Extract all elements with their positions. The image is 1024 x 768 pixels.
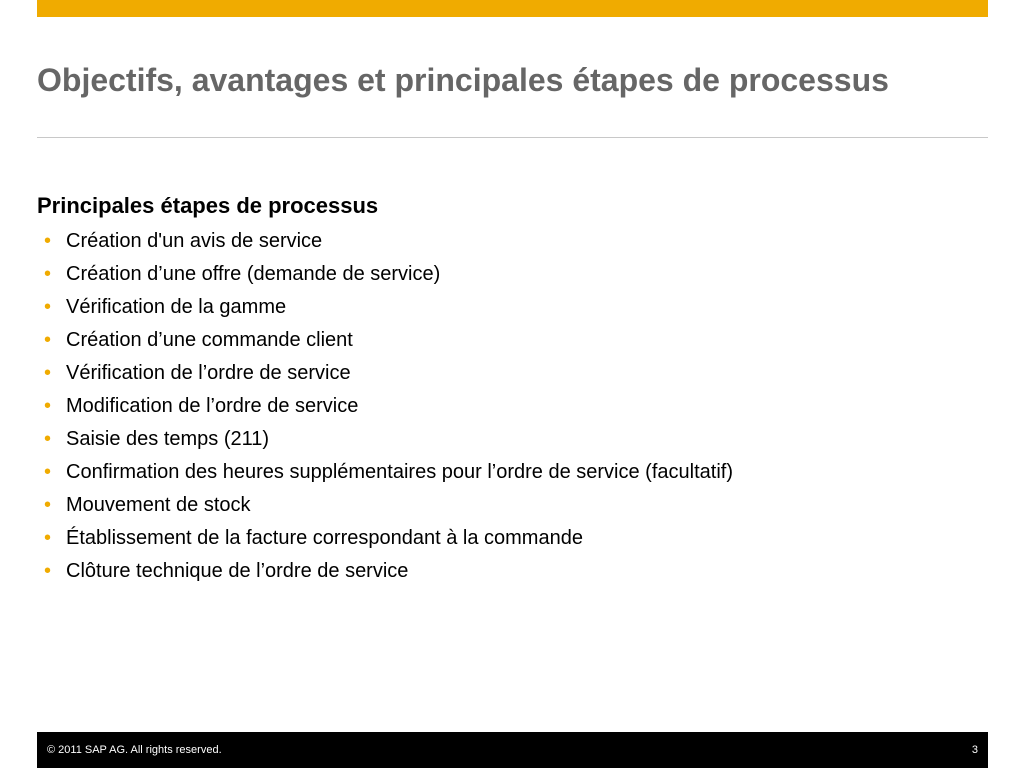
step-text: Confirmation des heures supplémentaires pour l’ordre de service (facultatif)	[66, 460, 733, 483]
title-divider	[37, 137, 988, 138]
list-item	[44, 455, 733, 488]
bullet-icon: •	[44, 229, 52, 252]
list-item	[44, 356, 733, 389]
bullet-icon: •	[44, 526, 52, 549]
list-item	[44, 290, 733, 323]
list-item	[44, 554, 733, 587]
footer-bar	[37, 732, 988, 768]
step-text: Création d’une commande client	[66, 328, 353, 351]
bullet-icon: •	[44, 460, 52, 483]
step-text: Création d'un avis de service	[66, 229, 323, 252]
bullet-icon: •	[44, 262, 52, 285]
page-number: 3	[971, 744, 978, 756]
list-item	[44, 224, 733, 257]
copyright-notice: © 2011 SAP AG. All rights reserved.	[47, 744, 222, 756]
bullet-icon: •	[44, 394, 52, 417]
bullet-icon: •	[44, 427, 52, 450]
list-item	[44, 422, 733, 455]
bullet-icon: •	[44, 361, 52, 384]
bullet-icon: •	[44, 559, 52, 582]
bullet-icon: •	[44, 493, 52, 516]
step-text: Mouvement de stock	[66, 493, 251, 516]
step-text: Clôture technique de l’ordre de service	[66, 559, 409, 582]
step-text: Saisie des temps (211)	[66, 427, 270, 450]
list-item	[44, 488, 733, 521]
list-item	[44, 389, 733, 422]
top-accent-bar	[37, 0, 988, 17]
list-item	[44, 521, 733, 554]
step-text: Vérification de la gamme	[66, 295, 287, 318]
step-text: Création d’une offre (demande de service)	[66, 262, 441, 285]
step-text: Modification de l’ordre de service	[66, 394, 359, 417]
process-steps-list	[44, 224, 733, 587]
list-item	[44, 257, 733, 290]
step-text: Vérification de l’ordre de service	[66, 361, 351, 384]
bullet-icon: •	[44, 295, 52, 318]
slide-title: Objectifs, avantages et principales étapes de processus	[37, 62, 889, 98]
bullet-icon: •	[44, 328, 52, 351]
step-text: Établissement de la facture correspondant à la commande	[66, 526, 583, 549]
section-heading: Principales étapes de processus	[37, 193, 379, 218]
list-item	[44, 323, 733, 356]
